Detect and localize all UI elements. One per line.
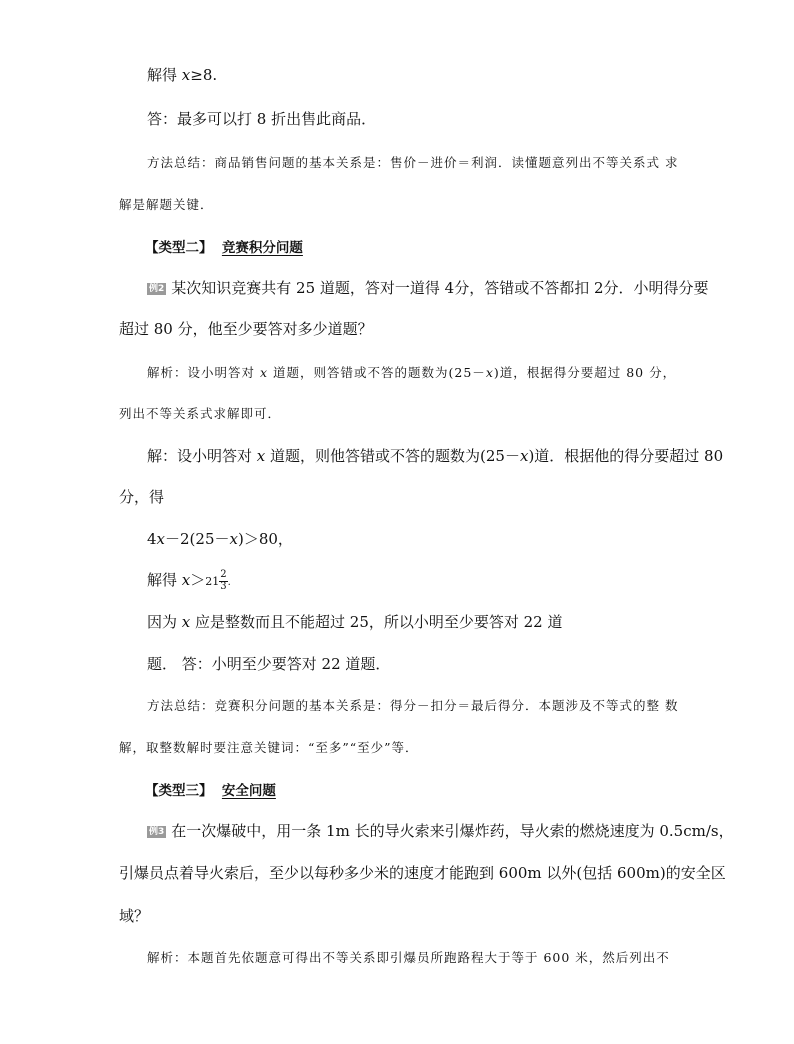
analysis-2-line-1: [147, 367, 676, 380]
variable: x: [259, 365, 269, 380]
example-badge: 例3: [149, 827, 165, 837]
text: 道题，则答错或不答的题数为(25－: [268, 365, 486, 380]
text: 应是整数而且不能超过 25，所以小明至少要答对 22 道: [190, 613, 563, 631]
fraction-numerator: 2: [220, 569, 227, 580]
text: )＞80，: [237, 530, 293, 548]
section-title: 竞赛积分问题: [221, 240, 303, 256]
solution-result-line: [147, 68, 217, 83]
variable: x: [519, 447, 529, 465]
example-2-line-2: 超过 80 分，他至少要答对多少道题？: [119, 320, 373, 338]
text: 因为: [147, 613, 182, 631]
because-line: [147, 615, 563, 630]
mixed-number-integer: 21: [205, 575, 220, 588]
variable: x: [256, 447, 266, 465]
inequality-line: [147, 532, 293, 547]
section-label: 【类型二】: [145, 240, 213, 256]
text: )道．根据他的得分要超过 80: [528, 447, 724, 465]
solution-2-line-2: 分，得: [119, 488, 165, 506]
method-summary-line-1: 方法总结：商品销售问题的基本关系是：售价－进价＝利润．读懂题意列出不等关系式 求: [147, 155, 679, 170]
text: 解：设小明答对: [147, 447, 257, 465]
text: .: [227, 577, 231, 588]
answer-2-line: 题． 答：小明至少要答对 22 道题．: [147, 655, 391, 673]
analysis-2-line-2: 列出不等关系式求解即可．: [119, 406, 282, 421]
method-summary-line-2: 解是解题关键．: [119, 197, 214, 212]
section-heading-type-2: [145, 242, 303, 256]
variable: x: [181, 66, 191, 84]
example-2-line-1: [147, 281, 709, 296]
variable: x: [229, 530, 238, 548]
method-summary-2-line-1: 方法总结：竞赛积分问题的基本关系是：得分－扣分＝最后得分．本题涉及不等式的整 数: [147, 698, 679, 713]
section-title: 安全问题: [221, 783, 276, 799]
text: ≥8.: [190, 66, 218, 84]
example-3-line-2: 引爆员点着导火索后，至少以每秒多少米的速度才能跑到 600m 以外(包括 600m)的安全区: [119, 864, 726, 882]
text: ＞: [190, 571, 206, 589]
variable: x: [181, 613, 191, 631]
text: 在一次爆破中，用一条 1m 长的导火索来引爆炸药，导火索的燃烧速度为 0.5cm/s，: [171, 822, 734, 840]
method-summary-2-line-2: 解，取整数解时要注意关键词：“至多”“至少”等．: [119, 740, 419, 755]
analysis-3-line-1: 解析：本题首先依题意可得出不等关系即引爆员所跑路程大于等于 600 米，然后列出不: [147, 950, 670, 965]
text: 解得: [147, 66, 182, 84]
solution-2-line-1: [147, 449, 723, 464]
inequality-solution-line: [147, 565, 231, 598]
fraction-denominator: 3: [220, 580, 227, 592]
variable: x: [485, 365, 494, 380]
text: 4: [147, 530, 157, 548]
text: )道，根据得分要超过 80 分，: [493, 365, 677, 380]
section-heading-type-3: [145, 785, 276, 799]
example-3-line-3: 域？: [119, 907, 150, 925]
text: 解析：设小明答对: [147, 365, 260, 380]
text: 解得: [147, 571, 182, 589]
fraction: [219, 570, 227, 592]
variable: x: [156, 530, 166, 548]
answer-line: 答：最多可以打 8 折出售此商品．: [147, 110, 377, 128]
example-badge: 例2: [149, 284, 165, 294]
text: 道题，则他答错或不答的题数为(25－: [265, 447, 520, 465]
variable: x: [181, 571, 191, 589]
example-3-line-1: [147, 824, 734, 839]
text: －2(25－: [165, 530, 230, 548]
text: 某次知识竞赛共有 25 道题，答对一道得 4分，答错或不答都扣 2分．小明得分要: [171, 279, 709, 297]
section-label: 【类型三】: [145, 783, 213, 799]
